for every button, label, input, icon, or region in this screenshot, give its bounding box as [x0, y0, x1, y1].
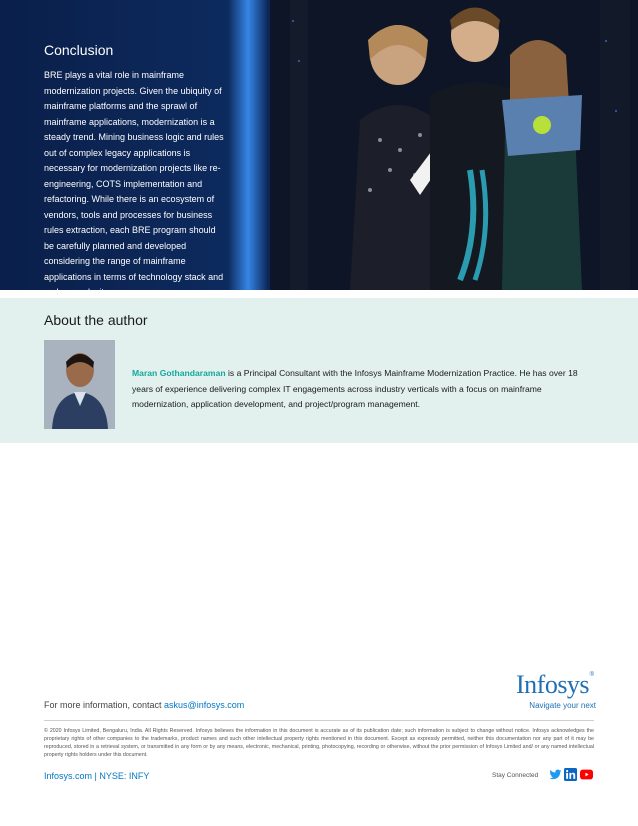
legal-disclaimer: © 2020 Infosys Limited, Bengaluru, India. All Rights Reserved. Infosys believes the information in this document is accurate as of its publication date; such information is subject to change without notice. Infosys acknowledges the proprietary rights of other companies to the trademarks, product names and such other intellectual property rights mentioned in this document. Except as expressly permitted, neither this documentation nor any part of it may be reproduced, stored in a retrieval system, or transmitted in any form or by any means, electronic, mechanical, printing, photocopying, recording or otherwise, without the prior permission of Infosys Limited and/ or any named intellectual property rights holders under this document. — [44, 728, 594, 758]
hero-light-strip — [228, 0, 268, 290]
hero-banner — [0, 0, 638, 297]
contact-email-link[interactable]: askus@infosys.com — [164, 700, 245, 710]
contact-line — [44, 700, 244, 710]
linkedin-icon[interactable] — [564, 768, 577, 781]
site-link[interactable]: Infosys.com | NYSE: INFY — [44, 771, 150, 781]
twitter-icon[interactable] — [549, 768, 562, 781]
author-portrait — [44, 340, 115, 429]
stay-connected-label: Stay Connected — [492, 772, 539, 779]
conclusion-section — [44, 42, 224, 301]
author-bio-text: is a Principal Consultant with the Infosys Mainframe Modernization Practice. He has over 18 years of experience delivering complex IT engagements across industry verticals with a focus on mainframe modernization, application development, and project/program management. — [132, 368, 578, 409]
author-photo — [44, 340, 115, 429]
author-name: Maran Gothandaraman — [132, 368, 226, 378]
logo-tagline: Navigate your next — [529, 701, 596, 710]
conclusion-heading: Conclusion — [44, 42, 114, 58]
about-author-section — [0, 298, 638, 443]
author-bio — [132, 366, 592, 413]
logo-wordmark: Infosys — [516, 670, 590, 699]
team-photo — [270, 0, 638, 290]
footer-divider — [44, 720, 594, 721]
logo-registered-mark: ® — [589, 672, 594, 678]
author-heading: About the author — [44, 312, 148, 328]
youtube-icon[interactable] — [580, 768, 593, 781]
infosys-logo[interactable] — [516, 672, 596, 714]
contact-prefix: For more information, contact — [44, 700, 165, 710]
conclusion-body: BRE plays a vital role in mainframe modernization projects. Given the ubiquity of mainframe platforms and the sprawl of mainframe applications, modernization is a steady trend. Mining business logic and rules out of complex legacy applications is necessary for modernization projects like re-engineering, COTS implementation and refactoring. While there is an ecosystem of vendors, tools and processes for business rules extraction, each BRE program should be carefully planned and developed considering the range of mainframe applications in terms of technology stack and code complexity. — [44, 70, 224, 297]
